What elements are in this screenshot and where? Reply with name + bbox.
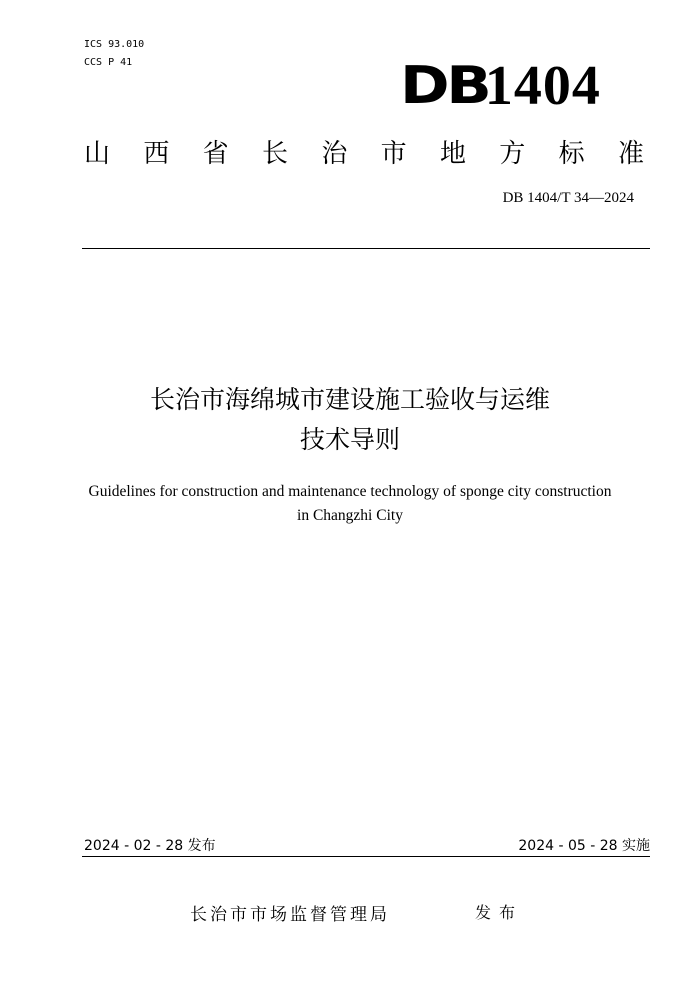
implementation-date: 2024 - 05 - 28 实施 <box>518 838 650 854</box>
standard-type-char: 山 <box>84 139 111 169</box>
issue-label: 发布 <box>475 903 524 922</box>
db-logo-letters: DB <box>400 56 489 116</box>
chinese-title-line-1: 长治市海绵城市建设施工验收与运维 <box>149 385 550 414</box>
standard-type-char: 方 <box>499 139 526 169</box>
standard-type-char: 市 <box>380 139 407 169</box>
standard-type-char: 地 <box>439 139 466 169</box>
standard-type-char: 省 <box>202 139 229 169</box>
classification-codes <box>84 36 144 72</box>
english-title <box>0 480 700 528</box>
english-title-line-1: Guidelines for construction and maintenance technology of sponge city construction <box>88 483 612 500</box>
top-divider <box>82 248 650 249</box>
standard-type-char: 标 <box>558 139 585 169</box>
db-logo-number: 1404 <box>484 55 601 117</box>
issuing-authority: 长治市市场监督管理局 <box>190 905 390 925</box>
standard-type-heading <box>84 136 644 172</box>
standard-type-char: 治 <box>321 139 348 169</box>
ics-code: ICS 93.010 <box>84 39 145 50</box>
standard-number: DB 1404/T 34—2024 <box>502 190 634 206</box>
issue-date: 2024 - 02 - 28 发布 <box>84 838 216 854</box>
standard-type-char: 准 <box>617 139 644 169</box>
chinese-title <box>0 380 700 460</box>
db-logo <box>400 56 601 116</box>
bottom-divider <box>82 856 650 857</box>
standard-type-char: 西 <box>143 139 170 169</box>
english-title-line-2: in Changzhi City <box>297 507 403 524</box>
ccs-code: CCS P 41 <box>84 57 133 68</box>
standard-type-char: 长 <box>261 139 288 169</box>
chinese-title-line-2: 技术导则 <box>299 425 400 454</box>
